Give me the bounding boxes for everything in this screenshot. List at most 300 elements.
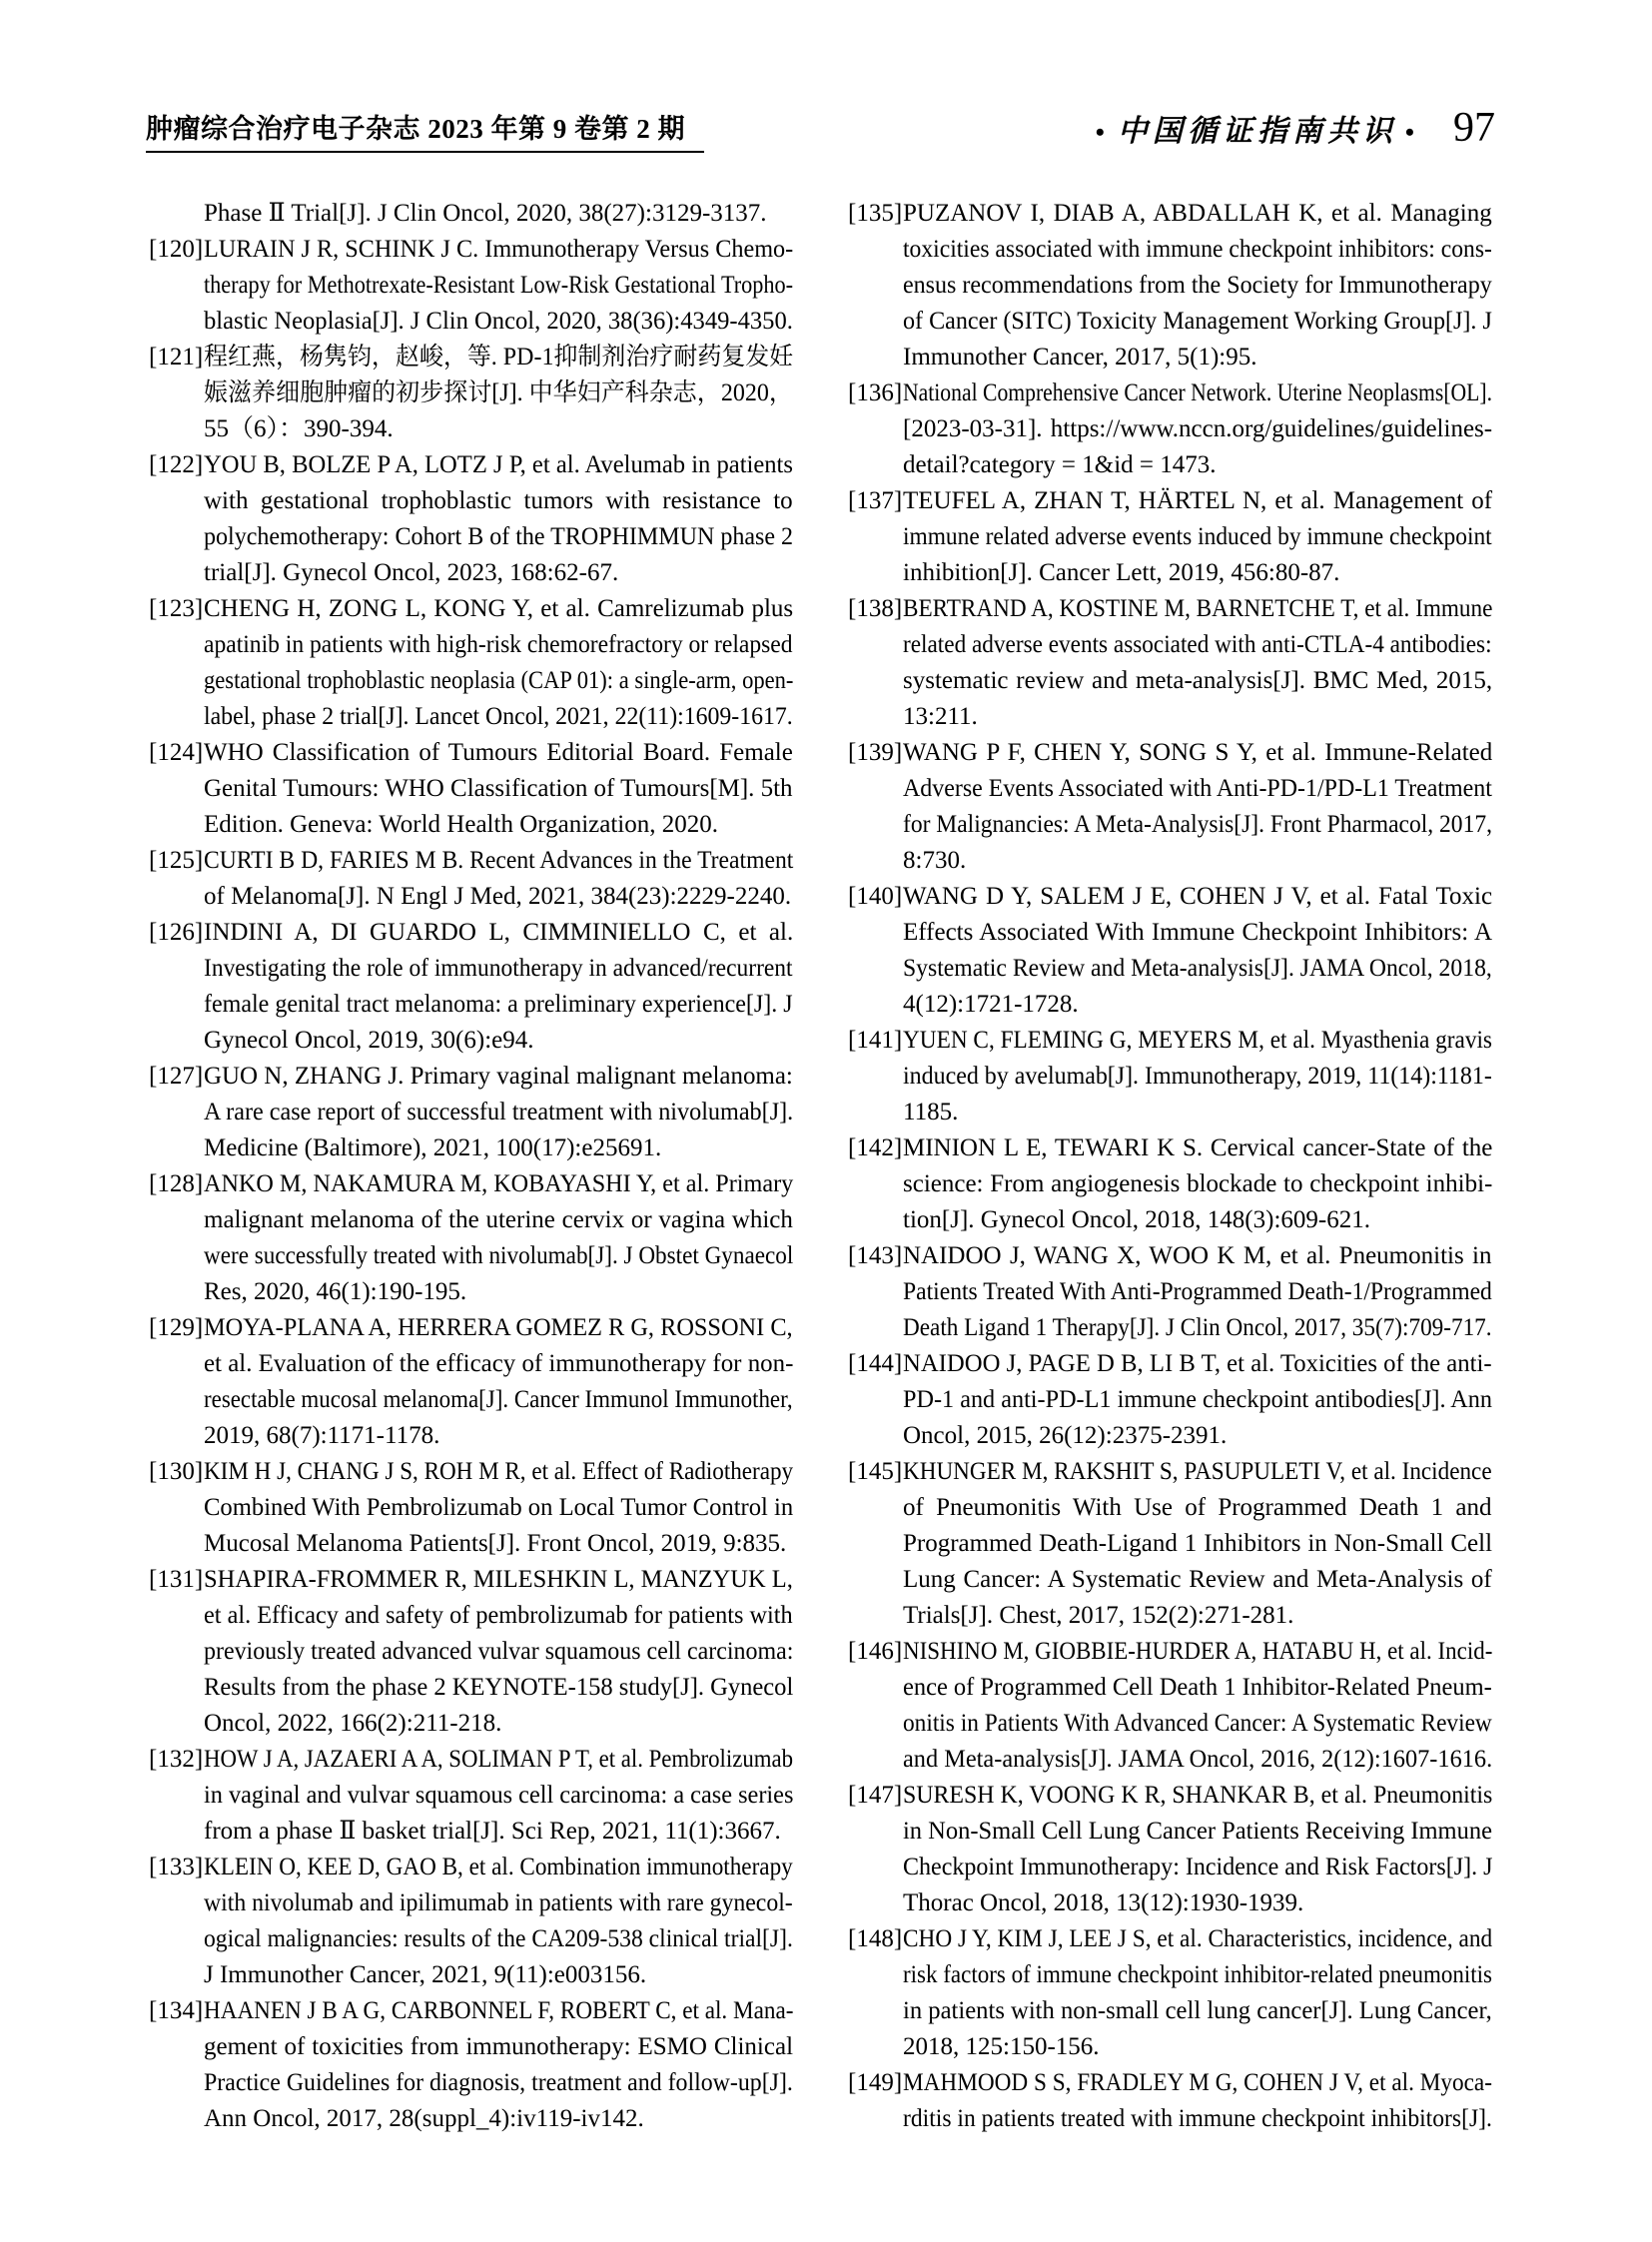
reference-text (903, 1130, 1492, 1238)
reference-line (903, 1130, 1492, 1166)
reference-line-text: MAHMOOD S S, FRADLEY M G, COHEN J V, et al. Myoca- (903, 2069, 1492, 2096)
reference-number: [123] (149, 595, 204, 622)
reference-line (903, 987, 1492, 1023)
reference-line-text: HOW J A, JAZAERI A A, SOLIMAN P T, et al. Pembrolizumab (204, 1746, 793, 1773)
reference-line (903, 1921, 1492, 1957)
reference-line (204, 1526, 793, 1562)
reference-line-text: immune related adverse events induced by immune checkpoint (903, 523, 1492, 550)
reference-line-text: in patients with non-small cell lung cancer[J]. Lung Cancer, (903, 1997, 1492, 2024)
reference-line-text: were successfully treated with nivolumab[J]. J Obstet Gynaecol (204, 1242, 794, 1269)
reference-line-text: SURESH K, VOONG K R, SHANKAR B, et al. Pneumonitis (903, 1782, 1493, 1809)
reference-line-text: resectable mucosal melanoma[J]. Cancer Immunol Immunother, (204, 1386, 793, 1413)
reference-text (204, 1993, 793, 2137)
reference-number: [146] (848, 1638, 903, 1665)
reference-text (903, 591, 1492, 735)
reference-line (903, 340, 1492, 375)
reference-text (903, 1238, 1492, 1346)
reference-line-text: 4(12):1721-1728. (903, 991, 1079, 1018)
reference-line (903, 1562, 1492, 1598)
reference-line-text: ensus recommendations from the Society for Immunotherapy (903, 272, 1492, 299)
reference-item (149, 447, 793, 591)
reference-text (903, 1346, 1492, 1454)
reference-text (903, 1778, 1492, 1921)
reference-item (848, 1238, 1492, 1346)
reference-text (204, 340, 793, 447)
reference-line-text: BERTRAND A, KOSTINE M, BARNETCHE T, et al. Immune (903, 595, 1493, 622)
reference-number: [120] (149, 236, 204, 263)
section-label-text: 中国循证指南共识 (1117, 115, 1397, 148)
reference-line-text: blastic Neoplasia[J]. J Clin Oncol, 2020, 38(36):4349-4350. (204, 308, 793, 335)
reference-text (204, 1742, 793, 1850)
reference-line-text: gement of toxicities from immunotherapy: ESMO Clinical (204, 2033, 794, 2060)
reference-item (149, 591, 793, 735)
reference-line-text: 13:211. (903, 703, 978, 730)
reference-line-text: Trials[J]. Chest, 2017, 152(2):271-281. (903, 1602, 1294, 1629)
page-header-right (1088, 104, 1495, 152)
reference-line-text: in vaginal and vulvar squamous cell carcinoma: a case series (204, 1782, 794, 1809)
reference-line (204, 304, 793, 340)
reference-number: [140] (848, 883, 903, 910)
reference-line-text: ANKO M, NAKAMURA M, KOBAYASHI Y, et al. Primary (204, 1170, 794, 1197)
reference-text (204, 1059, 793, 1166)
reference-line (903, 1274, 1492, 1310)
reference-line-text: [2023-03-31]. https://www.nccn.org/guidelines/guidelines- (903, 415, 1493, 442)
reference-line-text: YOU B, BOLZE P A, LOTZ J P, et al. Avelumab in patients (204, 451, 793, 478)
reference-line-text: Combined With Pembrolizumab on Local Tumor Control in (204, 1494, 794, 1521)
reference-line-text: systematic review and meta-analysis[J]. BMC Med, 2015, (903, 667, 1493, 694)
reference-line-text: Adverse Events Associated with Anti-PD-1/PD-L1 Treatment (903, 775, 1492, 802)
reference-line-text: Effects Associated With Immune Checkpoint Inhibitors: A (903, 919, 1493, 946)
reference-text (204, 915, 793, 1059)
reference-line (204, 519, 793, 555)
reference-text (903, 1634, 1492, 1778)
reference-line (903, 1238, 1492, 1274)
reference-item (149, 915, 793, 1059)
reference-line-text: et al. Efficacy and safety of pembrolizumab for patients with (204, 1602, 793, 1629)
reference-line (903, 2101, 1492, 2137)
reference-text (204, 735, 793, 843)
reference-text (204, 1562, 793, 1742)
reference-line-text: ogical malignancies: results of the CA209-538 clinical trial[J]. (204, 1925, 793, 1952)
reference-text (903, 375, 1492, 483)
reference-line (204, 2101, 793, 2137)
reference-line-text: trial[J]. Gynecol Oncol, 2023, 168:62-67. (204, 559, 619, 586)
reference-text (903, 879, 1492, 1023)
reference-line-text: GUO N, ZHANG J. Primary vaginal malignant melanoma: (204, 1063, 793, 1090)
reference-item (149, 1562, 793, 1742)
reference-line (903, 879, 1492, 915)
reference-line (204, 1274, 793, 1310)
reference-line-text: onitis in Patients With Advanced Cancer: A Systematic Review (903, 1710, 1492, 1737)
reference-number: [126] (149, 919, 204, 946)
reference-line (204, 1957, 793, 1993)
reference-line-text: Lung Cancer: A Systematic Review and Meta-Analysis of (903, 1566, 1492, 1593)
reference-line-text: TEUFEL A, ZHAN T, HÄRTEL N, et al. Management of (903, 487, 1493, 514)
reference-text (204, 232, 793, 340)
reference-line (204, 591, 793, 627)
reference-line-text: 2019, 68(7):1171-1178. (204, 1422, 440, 1449)
reference-line (903, 807, 1492, 843)
reference-line-text: CURTI B D, FARIES M B. Recent Advances in the Treatment (204, 847, 794, 874)
reference-item (848, 1634, 1492, 1778)
reference-line-text: Results from the phase 2 KEYNOTE-158 study[J]. Gynecol (204, 1674, 794, 1701)
reference-line (204, 1382, 793, 1418)
reference-line-text: of Cancer (SITC) Toxicity Management Working Group[J]. J (903, 308, 1492, 335)
reference-number: [130] (149, 1458, 204, 1485)
reference-line (204, 1885, 793, 1921)
reference-line (204, 735, 793, 771)
reference-number: [143] (848, 1242, 903, 1269)
reference-line-text: Edition. Geneva: World Health Organization, 2020. (204, 811, 719, 838)
reference-text (204, 1850, 793, 1993)
reference-line (903, 699, 1492, 735)
reference-item (149, 1166, 793, 1310)
reference-line (204, 447, 793, 483)
reference-line-text: WANG D Y, SALEM J E, COHEN J V, et al. Fatal Toxic (903, 883, 1493, 910)
reference-line (204, 2065, 793, 2101)
reference-item (149, 735, 793, 843)
reference-item (848, 483, 1492, 591)
reference-text (204, 843, 793, 915)
reference-line-text: et al. Evaluation of the efficacy of immunotherapy for non- (204, 1350, 794, 1377)
reference-line (903, 591, 1492, 627)
reference-line-text: MINION L E, TEWARI K S. Cervical cancer-State of the (903, 1134, 1493, 1161)
reference-text (903, 2065, 1492, 2137)
reference-number: [137] (848, 487, 903, 514)
reference-line (204, 555, 793, 591)
reference-line-text: Investigating the role of immunotherapy in advanced/recurrent (204, 955, 793, 982)
reference-number: [121] (149, 344, 204, 371)
reference-number: [147] (848, 1782, 903, 1809)
reference-line-text: 2018, 125:150-156. (903, 2033, 1100, 2060)
reference-line-text: SHAPIRA-FROMMER R, MILESHKIN L, MANZYUK L, (204, 1566, 793, 1593)
reference-line-text: inhibition[J]. Cancer Lett, 2019, 456:80-87. (903, 559, 1340, 586)
reference-line-text: risk factors of immune checkpoint inhibitor-related pneumonitis (903, 1961, 1493, 1988)
reference-line (903, 411, 1492, 447)
reference-line-text: in Non-Small Cell Lung Cancer Patients Receiving Immune (903, 1818, 1492, 1845)
reference-line (204, 1562, 793, 1598)
reference-line-text: rditis in patients treated with immune checkpoint inhibitors[J]. (903, 2105, 1492, 2132)
reference-number: [145] (848, 1458, 903, 1485)
reference-line (204, 268, 793, 304)
reference-line (204, 1418, 793, 1454)
reference-line (903, 1202, 1492, 1238)
reference-number: [136] (848, 379, 903, 406)
reference-line-text: 娠滋养细胞肿瘤的初步探讨[J]. 中华妇产科杂志，2020， (204, 379, 793, 406)
reference-line (204, 663, 793, 699)
reference-number: [125] (149, 847, 204, 874)
reference-line (204, 879, 793, 915)
reference-line-text: NAIDOO J, WANG X, WOO K M, et al. Pneumonitis in (903, 1242, 1492, 1269)
reference-item (848, 1130, 1492, 1238)
reference-line (903, 1850, 1492, 1885)
reference-line (204, 1598, 793, 1634)
reference-line-text: gestational trophoblastic neoplasia (CAP 01): a single-arm, open- (204, 667, 794, 694)
reference-line-text: with gestational trophoblastic tumors with resistance to (204, 487, 793, 514)
reference-line-text: Programmed Death-Ligand 1 Inhibitors in Non-Small Cell (903, 1530, 1493, 1557)
header-rule (146, 151, 704, 153)
references-right-column (848, 196, 1492, 2137)
reference-line-text: Genital Tumours: WHO Classification of Tumours[M]. 5th (204, 775, 793, 802)
reference-line (903, 951, 1492, 987)
reference-line-text: WANG P F, CHEN Y, SONG S Y, et al. Immune-Related (903, 739, 1493, 766)
reference-line-text: Gynecol Oncol, 2019, 30(6):e94. (204, 1027, 534, 1054)
reference-number: [133] (149, 1854, 204, 1880)
reference-item (848, 591, 1492, 735)
reference-line (204, 340, 793, 375)
reference-line (903, 1993, 1492, 2029)
reference-line-text: KIM H J, CHANG J S, ROH M R, et al. Effect of Radiotherapy (204, 1458, 794, 1485)
reference-text (903, 1023, 1492, 1130)
reference-item (149, 1742, 793, 1850)
reference-item (848, 1023, 1492, 1130)
reference-line-text: therapy for Methotrexate-Resistant Low-Risk Gestational Tropho- (204, 272, 794, 299)
reference-line (903, 1023, 1492, 1059)
reference-line (903, 2029, 1492, 2065)
journal-title: 肿瘤综合治疗电子杂志 2023 年第 9 卷第 2 期 (146, 114, 685, 144)
reference-line-text: 8:730. (903, 847, 967, 874)
reference-line (903, 915, 1492, 951)
reference-line-text: LURAIN J R, SCHINK J C. Immunotherapy Versus Chemo- (204, 236, 794, 263)
reference-line (204, 1202, 793, 1238)
reference-line-text: ence of Programmed Cell Death 1 Inhibitor-Related Pneum- (903, 1674, 1492, 1701)
reference-line (204, 627, 793, 663)
reference-line (204, 1346, 793, 1382)
reference-line (204, 1993, 793, 2029)
reference-line-text: Patients Treated With Anti-Programmed Death-1/Programmed (903, 1278, 1492, 1305)
page-number: 97 (1453, 105, 1495, 151)
reference-line (903, 196, 1492, 232)
reference-line-text: and Meta-analysis[J]. JAMA Oncol, 2016, 2(12):1607-1616. (903, 1746, 1493, 1773)
reference-line (204, 987, 793, 1023)
reference-number: [148] (848, 1925, 903, 1952)
reference-line-text: malignant melanoma of the uterine cervix or vagina which (204, 1206, 793, 1233)
reference-line (204, 699, 793, 735)
reference-line-text: CHENG H, ZONG L, KONG Y, et al. Camrelizumab plus (204, 595, 794, 622)
reference-line-text: PUZANOV I, DIAB A, ABDALLAH K, et al. Managing (903, 200, 1492, 227)
reference-line (903, 555, 1492, 591)
reference-number: [127] (149, 1063, 204, 1090)
reference-line-text: Oncol, 2022, 166(2):211-218. (204, 1710, 502, 1737)
reference-line-text: previously treated advanced vulvar squamous cell carcinoma: (204, 1638, 794, 1665)
reference-text (204, 1454, 793, 1562)
reference-line (903, 1418, 1492, 1454)
reference-line-text: toxicities associated with immune checkpoint inhibitors: cons- (903, 236, 1492, 263)
reference-line (204, 1850, 793, 1885)
reference-line (903, 268, 1492, 304)
section-label (1088, 106, 1427, 150)
reference-line-text: label, phase 2 trial[J]. Lancet Oncol, 2021, 22(11):1609-1617. (204, 703, 793, 730)
reference-line (204, 915, 793, 951)
reference-line-text: of Melanoma[J]. N Engl J Med, 2021, 384(23):2229-2240. (204, 883, 792, 910)
reference-line (903, 232, 1492, 268)
reference-line (204, 1742, 793, 1778)
reference-item (149, 340, 793, 447)
reference-item (848, 879, 1492, 1023)
reference-number: [131] (149, 1566, 204, 1593)
reference-line (204, 1921, 793, 1957)
reference-line (204, 1130, 793, 1166)
reference-line-text: of Pneumonitis With Use of Programmed Death 1 and (903, 1494, 1492, 1521)
reference-line (903, 735, 1492, 771)
reference-line-text: Practice Guidelines for diagnosis, treatment and follow-up[J]. (204, 2069, 793, 2096)
reference-line (204, 232, 793, 268)
reference-line-text: National Comprehensive Cancer Network. Uterine Neoplasms[OL]. (903, 379, 1493, 406)
reference-line-text: female genital tract melanoma: a preliminary experience[J]. J (204, 991, 793, 1018)
reference-line (204, 1706, 793, 1742)
reference-line (903, 1526, 1492, 1562)
reference-line-text: Checkpoint Immunotherapy: Incidence and Risk Factors[J]. J (903, 1854, 1493, 1880)
reference-item (149, 196, 793, 232)
reference-line-text: MOYA-PLANA A, HERRERA GOMEZ R G, ROSSONI C, (204, 1314, 793, 1341)
reference-line (903, 1778, 1492, 1814)
reference-line (903, 1059, 1492, 1095)
reference-line (204, 771, 793, 807)
reference-line (903, 771, 1492, 807)
reference-line (903, 1706, 1492, 1742)
reference-line-text: PD-1 and anti-PD-L1 immune checkpoint antibodies[J]. Ann (903, 1386, 1492, 1413)
reference-line-text: 程红燕，杨隽钧，赵峻，等. PD-1抑制剂治疗耐药复发妊 (204, 344, 794, 371)
reference-line (204, 1814, 793, 1850)
reference-number: [132] (149, 1746, 204, 1773)
reference-line-text: Res, 2020, 46(1):190-195. (204, 1278, 467, 1305)
reference-line (204, 807, 793, 843)
reference-line (204, 843, 793, 879)
reference-line-text: Oncol, 2015, 26(12):2375-2391. (903, 1422, 1228, 1449)
reference-line (204, 1059, 793, 1095)
reference-line-text: polychemotherapy: Cohort B of the TROPHIMMUN phase 2 (204, 523, 794, 550)
reference-line (903, 1346, 1492, 1382)
reference-line (903, 1382, 1492, 1418)
reference-line-text: Death Ligand 1 Therapy[J]. J Clin Oncol, 2017, 35(7):709-717. (903, 1314, 1492, 1341)
reference-line (903, 1454, 1492, 1490)
reference-item (848, 1778, 1492, 1921)
reference-item (848, 196, 1492, 375)
reference-item (149, 1850, 793, 1993)
reference-line-text: A rare case report of successful treatment with nivolumab[J]. (204, 1099, 794, 1125)
reference-text (204, 196, 793, 232)
reference-number: [122] (149, 451, 204, 478)
reference-line-text: detail?category = 1&id = 1473. (903, 451, 1217, 478)
reference-line (903, 2065, 1492, 2101)
reference-line (204, 411, 793, 447)
reference-line-text: Ann Oncol, 2017, 28(suppl_4):iv119-iv142. (204, 2105, 644, 2132)
reference-line (204, 1778, 793, 1814)
reference-item (848, 2065, 1492, 2137)
reference-line-text: Phase Ⅱ Trial[J]. J Clin Oncol, 2020, 38(27):3129-3137. (204, 200, 767, 227)
bullet-icon: • (1095, 118, 1110, 147)
reference-line (903, 1598, 1492, 1634)
reference-line-text: KLEIN O, KEE D, GAO B, et al. Combination immunotherapy (204, 1854, 793, 1880)
reference-line (903, 663, 1492, 699)
reference-line-text: Mucosal Melanoma Patients[J]. Front Oncol, 2019, 9:835. (204, 1530, 787, 1557)
reference-line-text: NAIDOO J, PAGE D B, LI B T, et al. Toxicities of the anti- (903, 1350, 1492, 1377)
reference-line (903, 1742, 1492, 1778)
reference-line-text: NISHINO M, GIOBBIE-HURDER A, HATABU H, et al. Incid- (903, 1638, 1493, 1665)
reference-line (204, 1454, 793, 1490)
reference-line (204, 1634, 793, 1670)
references-left-column (149, 196, 793, 2137)
reference-line (903, 1670, 1492, 1706)
reference-number: [135] (848, 200, 903, 227)
reference-line-text: Systematic Review and Meta-analysis[J]. JAMA Oncol, 2018, (903, 955, 1492, 982)
reference-item (149, 1310, 793, 1454)
reference-text (903, 735, 1492, 879)
reference-line-text: KHUNGER M, RAKSHIT S, PASUPULETI V, et al. Incidence (903, 1458, 1492, 1485)
reference-line (903, 1957, 1492, 1993)
reference-line (903, 843, 1492, 879)
reference-item (149, 1993, 793, 2137)
reference-text (903, 1921, 1492, 2065)
reference-line (903, 447, 1492, 483)
reference-item (149, 1454, 793, 1562)
reference-line (903, 375, 1492, 411)
reference-line (903, 304, 1492, 340)
reference-item (149, 843, 793, 915)
reference-text (204, 1310, 793, 1454)
reference-line (903, 519, 1492, 555)
reference-line (204, 1490, 793, 1526)
reference-number: [128] (149, 1170, 204, 1197)
reference-line (204, 951, 793, 987)
reference-line (903, 627, 1492, 663)
reference-line-text: from a phase Ⅱ basket trial[J]. Sci Rep, 2021, 11(1):3667. (204, 1818, 781, 1845)
reference-line-text: INDINI A, DI GUARDO L, CIMMINIELLO C, et al. (204, 919, 794, 946)
reference-line-text: 1185. (903, 1099, 959, 1125)
reference-line (903, 1166, 1492, 1202)
reference-number: [139] (848, 739, 903, 766)
reference-line (204, 1310, 793, 1346)
reference-line (903, 1885, 1492, 1921)
reference-line-text: J Immunother Cancer, 2021, 9(11):e003156. (204, 1961, 647, 1988)
reference-line (204, 1238, 793, 1274)
reference-line-text: related adverse events associated with anti-CTLA-4 antibodies: (903, 631, 1492, 658)
reference-line-text: for Malignancies: A Meta-Analysis[J]. Front Pharmacol, 2017, (903, 811, 1492, 838)
reference-item (149, 232, 793, 340)
reference-line (204, 1670, 793, 1706)
reference-text (903, 1454, 1492, 1634)
reference-item (848, 735, 1492, 879)
reference-line-text: science: From angiogenesis blockade to checkpoint inhibi- (903, 1170, 1493, 1197)
reference-line (903, 1095, 1492, 1130)
reference-line-text: apatinib in patients with high-risk chemorefractory or relapsed (204, 631, 793, 658)
reference-number: [141] (848, 1027, 903, 1054)
reference-item (149, 1059, 793, 1166)
reference-text (903, 196, 1492, 375)
reference-line-text: Thorac Oncol, 2018, 13(12):1930-1939. (903, 1889, 1304, 1916)
reference-line (204, 2029, 793, 2065)
reference-line (204, 1166, 793, 1202)
reference-line-text: 55（6）：390-394. (204, 415, 394, 442)
reference-line (903, 1814, 1492, 1850)
reference-text (204, 591, 793, 735)
reference-line-text: tion[J]. Gynecol Oncol, 2018, 148(3):609-621. (903, 1206, 1370, 1233)
reference-line (204, 1095, 793, 1130)
reference-number: [138] (848, 595, 903, 622)
reference-line (204, 483, 793, 519)
reference-number: [149] (848, 2069, 903, 2096)
reference-number: [142] (848, 1134, 903, 1161)
reference-item (848, 1346, 1492, 1454)
reference-line-text: with nivolumab and ipilimumab in patients with rare gynecol- (204, 1889, 793, 1916)
reference-line (204, 196, 793, 232)
reference-line-text: induced by avelumab[J]. Immunotherapy, 2019, 11(14):1181- (903, 1063, 1492, 1090)
reference-number: [124] (149, 739, 204, 766)
reference-item (848, 1921, 1492, 2065)
reference-line-text: YUEN C, FLEMING G, MEYERS M, et al. Myasthenia gravis (903, 1027, 1492, 1054)
reference-line (903, 1490, 1492, 1526)
reference-line-text: CHO J Y, KIM J, LEE J S, et al. Characteristics, incidence, and (903, 1925, 1493, 1952)
